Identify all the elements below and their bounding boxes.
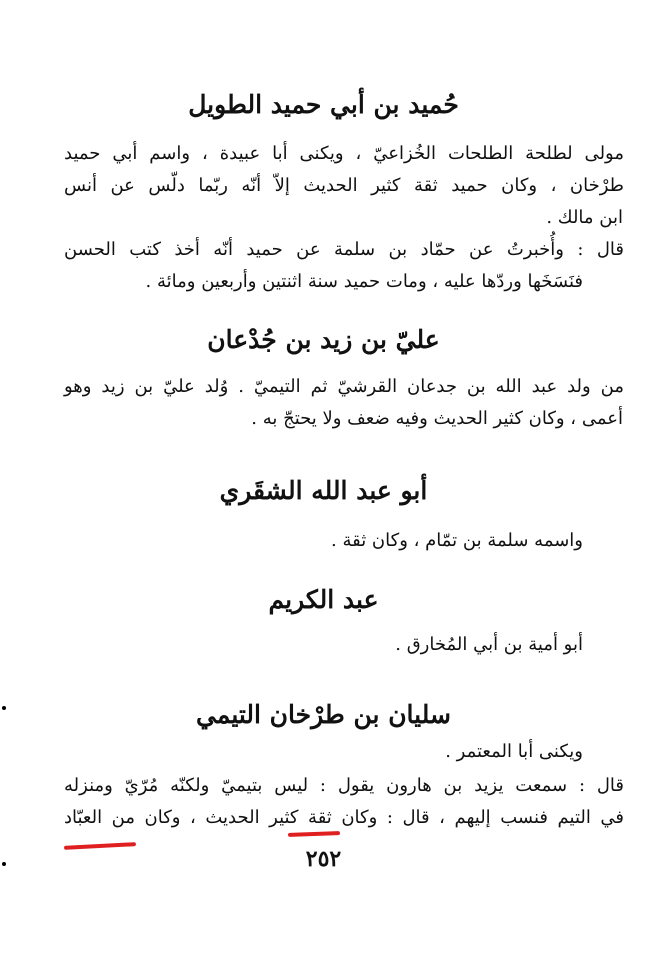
paragraph-line: ويكنى أبا المعتمر . [445,741,583,762]
paragraph-line: مولى لطلحة الطلحات الخُزاعيّ ، ويكنى أبا عبيدة ، واسم أبي حميد [64,143,624,164]
paragraph-line: من ولد عبد الله بن جدعان القرشيّ ثم التيميّ . وُلد عليّ بن زيد وهو [64,376,624,397]
paragraph-line: أبو أمية بن أبي المُخارق . [395,634,583,655]
paragraph-line: واسمه سلمة بن تمّام ، وكان ثقة . [331,530,583,551]
scan-dot [2,862,6,866]
paragraph-line: قال : وأُخبرتُ عن حمّاد بن سلمة عن حميد أنّه أخذ كتب الحسن [64,239,624,260]
paragraph-line: فنَسَخَها وردّها عليه ، ومات حميد سنة اثنتين وأربعين ومائة . [145,271,583,292]
paragraph-line: قال : سمعت يزيد بن هارون يقول : ليس بتيميّ ولكنّه مُرّيّ ومنزله [64,775,624,796]
heading-sulayman-ibn-tarkhan: سليان بن طرْخان التيمي [196,700,451,729]
page-number: ٢٥٢ [305,846,342,872]
heading-abd-al-karim: عبد الكريم [268,585,379,614]
heading-ali-ibn-zayd: عليّ بن زيد بن جُدْعان [207,325,440,354]
paragraph-line: ابن مالك . [546,207,623,228]
red-underline-thiqa [288,831,340,837]
heading-abu-abdullah-al-shaqari: أبو عبد الله الشقَري [219,476,428,505]
scan-dot [2,706,6,710]
paragraph-line: طرْخان ، وكان حميد ثقة كثير الحديث إلاّ أنّه ربّما دلّس عن أنس [64,175,624,196]
paragraph-line: في التيم فنسب إليهم ، قال : وكان ثقة كثير الحديث ، وكان من العبّاد [64,807,624,828]
heading-humaid-al-tawil: حُميد بن أبي حميد الطويل [188,90,459,119]
paragraph-line: أعمى ، وكان كثير الحديث وفيه ضعف ولا يحتجّ به . [251,408,623,429]
